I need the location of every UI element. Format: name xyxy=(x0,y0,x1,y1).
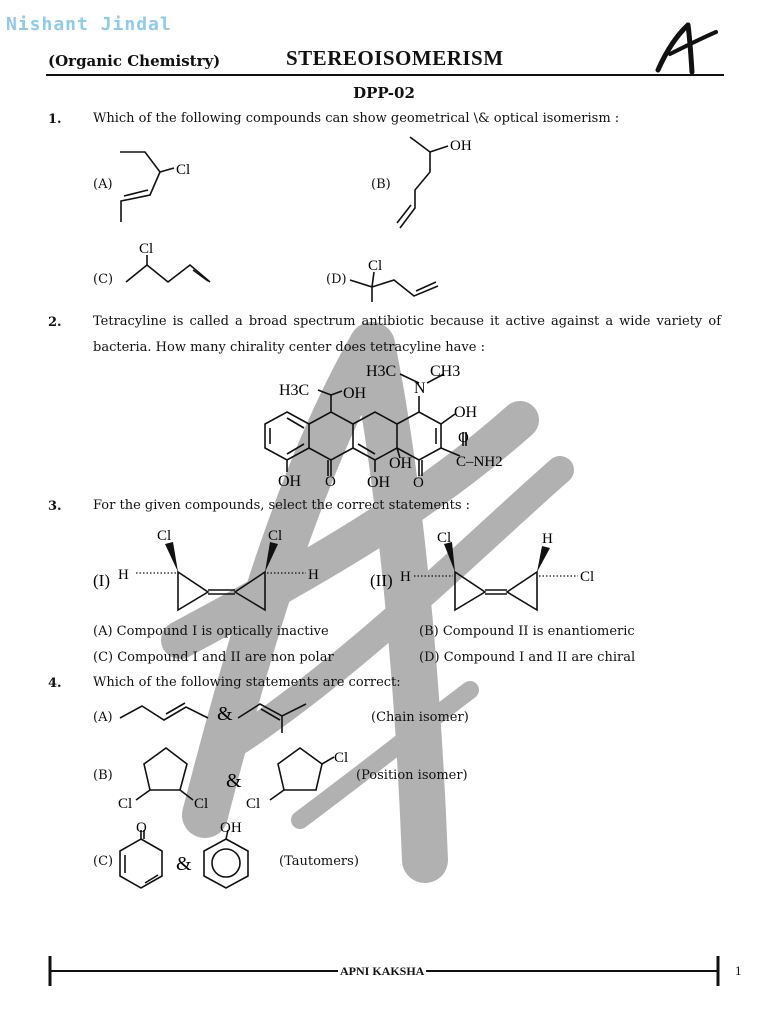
option-label: (C) xyxy=(93,272,114,287)
ampersand: & xyxy=(217,703,233,725)
chem-label: Cl xyxy=(334,750,349,766)
chem-label: Cl xyxy=(176,162,191,178)
chem-label: OH xyxy=(450,138,472,154)
option-label: (A) xyxy=(93,177,113,192)
chem-label: O xyxy=(136,820,147,836)
chem-label: OH xyxy=(278,473,302,490)
chem-label: OH xyxy=(389,455,413,472)
chem-label: Cl xyxy=(437,530,452,546)
chem-label: O xyxy=(413,475,424,491)
question-number: 2. xyxy=(48,315,62,330)
structure-label: (II) xyxy=(370,571,393,590)
page-number: 1 xyxy=(735,963,742,978)
structure-label: (I) xyxy=(93,571,110,590)
question-text: Tetracyline is called a broad spectrum antibiotic because it active against a wide variety of bacteria. How many chirality center does tetracyline have : xyxy=(93,314,721,355)
chem-label: Cl xyxy=(194,796,209,812)
option-note: (Chain isomer) xyxy=(371,710,469,725)
chem-label: H xyxy=(308,567,319,583)
option-text: (C) Compound I and II are non polar xyxy=(93,650,334,665)
chem-label: Cl xyxy=(268,528,283,544)
chem-label: OH xyxy=(220,820,242,836)
chem-label: Cl xyxy=(139,241,154,257)
question-text: Which of the following compounds can show geometrical \& optical isomerism : xyxy=(93,111,620,126)
subject-label: (Organic Chemistry) xyxy=(48,52,221,70)
chem-label: H3C xyxy=(279,382,310,399)
chem-label: Cl xyxy=(246,796,261,812)
chem-label: H3C xyxy=(366,363,397,380)
option-text: (A) Compound I is optically inactive xyxy=(93,624,329,639)
option-label: (B) xyxy=(371,177,391,192)
chem-label: OH xyxy=(454,404,478,421)
chem-label: H xyxy=(542,531,553,547)
chem-label: OH xyxy=(367,474,391,491)
option-note: (Position isomer) xyxy=(356,768,468,783)
ampersand: & xyxy=(226,770,242,792)
chem-label: N xyxy=(414,380,426,397)
footer-brand: APNI KAKSHA xyxy=(340,964,425,978)
chem-label: O xyxy=(458,430,469,446)
question-number: 1. xyxy=(48,112,62,127)
question-text: Which of the following statements are correct: xyxy=(93,675,401,690)
ampersand: & xyxy=(176,853,192,875)
option-text: (B) Compound II is enantiomeric xyxy=(419,624,635,639)
chem-label: OH xyxy=(343,385,367,402)
chem-label: Cl xyxy=(580,569,595,585)
chem-label: Cl xyxy=(157,528,172,544)
question-text: For the given compounds, select the correct statements : xyxy=(93,498,471,513)
option-note: (Tautomers) xyxy=(279,854,359,869)
option-label: (C) xyxy=(93,854,114,869)
question-number: 4. xyxy=(48,676,62,691)
dpp-label: DPP-02 xyxy=(353,84,415,102)
chem-label: H xyxy=(118,567,129,583)
option-text: (D) Compound I and II are chiral xyxy=(419,650,636,665)
chem-label: Cl xyxy=(368,258,383,274)
option-label: (D) xyxy=(326,272,347,287)
chem-label: H xyxy=(400,569,411,585)
chem-label: Cl xyxy=(118,796,133,812)
option-label: (B) xyxy=(93,768,113,783)
option-label: (A) xyxy=(93,710,113,725)
watermark-name: Nishant Jindal xyxy=(6,14,172,35)
question-number: 3. xyxy=(48,499,62,514)
page-title: STEREOISOMERISM xyxy=(286,46,504,70)
chem-label: C–NH2 xyxy=(456,454,503,470)
chem-label: O xyxy=(325,474,336,490)
chem-label: CH3 xyxy=(430,363,461,380)
